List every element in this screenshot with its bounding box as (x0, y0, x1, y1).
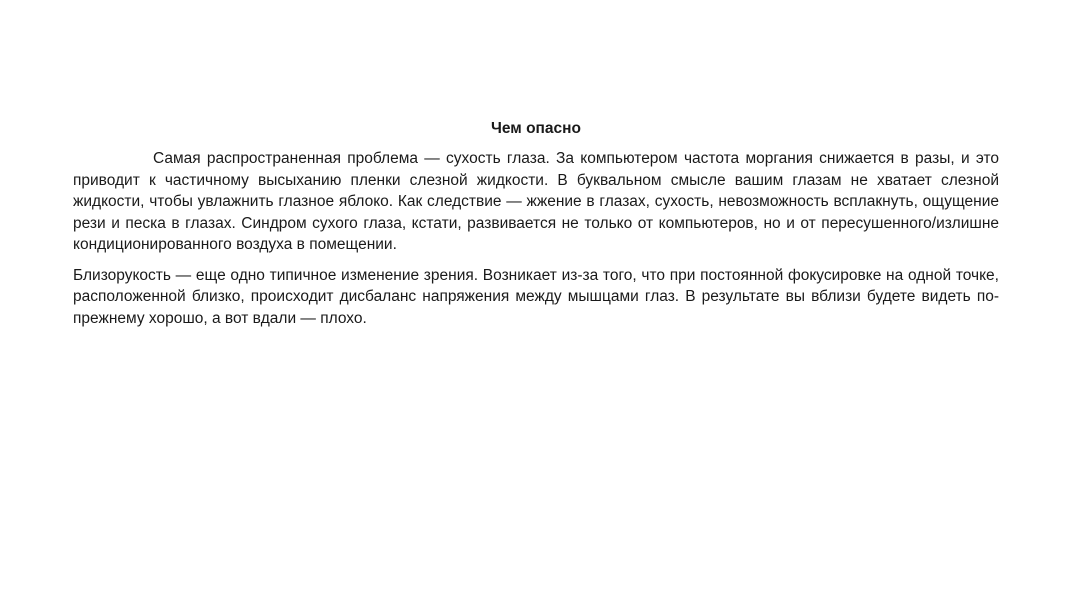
section-title: Чем опасно (491, 120, 581, 137)
document-body (73, 118, 999, 338)
paragraph-myopia: Близорукость — еще одно типичное изменение зрения. Возникает из-за того, что при постоянной фокусировке на одной точке, расположенной близко, происходит дисбаланс напряжения между мышцами глаз. В результате вы вблизи будете видеть по-прежнему хорошо, а вот вдали — плохо. (73, 266, 999, 327)
paragraph-dry-eye: Самая распространенная проблема — сухость глаза. За компьютером частота моргания снижается в разы, и это приводит к частичному высыханию пленки слезной жидкости. В буквальном смысле вашим глазам не хватает слезной жидкости, чтобы увлажнить глазное яблоко. Как следствие — жжение в глазах, сухость, невозможность всплакнуть, ощущение рези и песка в глазах. Синдром сухого глаза, кстати, развивается не только от компьютеров, но и от пересушенного/излишне кондиционированного воздуха в помещении. (73, 150, 999, 253)
